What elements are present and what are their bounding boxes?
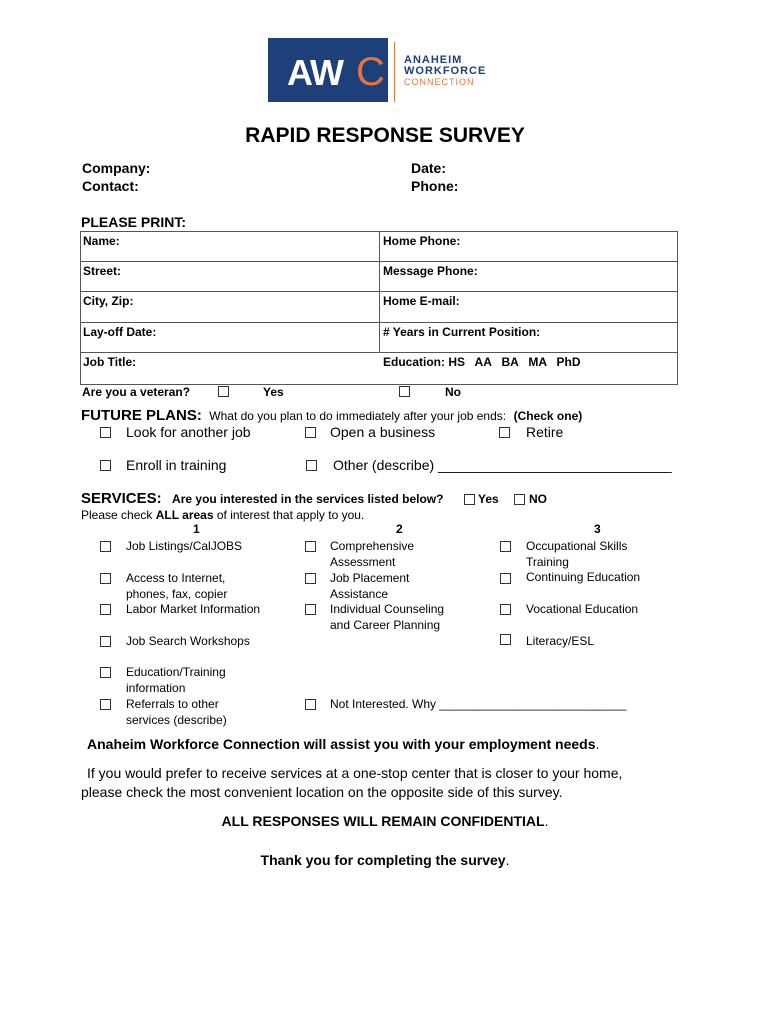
svc-literacy-checkbox[interactable]	[500, 634, 511, 645]
veteran-question: Are you a veteran?	[82, 385, 191, 399]
services-heading-row	[81, 490, 443, 508]
svc-education-checkbox[interactable]	[100, 667, 111, 678]
name-field[interactable]: Name:	[83, 234, 120, 248]
city-zip-field[interactable]: City, Zip:	[83, 294, 134, 308]
services-heading: SERVICES:	[81, 490, 162, 507]
plan-retire-checkbox[interactable]	[499, 427, 510, 438]
svc-internet-checkbox[interactable]	[100, 573, 111, 584]
svc-education-line2: information	[126, 680, 186, 695]
svc-not-interested-checkbox[interactable]	[305, 699, 316, 710]
column-header-3: 3	[594, 522, 601, 536]
logo-line-workforce: WORKFORCE	[404, 65, 487, 77]
years-position-field[interactable]: # Years in Current Position:	[383, 325, 541, 339]
svc-job-placement-checkbox[interactable]	[305, 573, 316, 584]
contact-info-table	[80, 231, 678, 385]
logo-line-connection: CONNECTION	[404, 77, 475, 87]
services-yes-label: Yes	[478, 492, 499, 506]
phone-label: Phone:	[411, 178, 459, 194]
logo-mark-text: AW	[287, 52, 343, 93]
veteran-no-checkbox[interactable]	[399, 386, 410, 397]
plan-retire-label: Retire	[526, 424, 564, 440]
services-instruction	[81, 508, 364, 522]
svc-counseling-line2: and Career Planning	[330, 617, 441, 632]
column-header-1: 1	[193, 522, 200, 536]
services-no-checkbox[interactable]	[514, 494, 525, 505]
instruction-post: of interest that apply to you.	[213, 508, 365, 522]
date-label: Date:	[411, 160, 447, 176]
thanks-period: .	[505, 852, 510, 868]
svc-counseling-line1: Individual Counseling	[330, 602, 445, 616]
svc-job-listings-label: Job Listings/CalJOBS	[126, 539, 243, 553]
svc-continuing-ed-line: Continuing Education	[526, 570, 641, 584]
plan-another-job-label: Look for another job	[126, 424, 251, 440]
svc-referrals-line1: Referrals to other	[126, 697, 219, 711]
svc-vocational-checkbox[interactable]	[500, 604, 511, 615]
svc-referrals-line2: services (describe)	[126, 712, 227, 727]
prefer-statement	[81, 764, 622, 802]
svc-referrals-checkbox[interactable]	[100, 699, 111, 710]
thanks-text: Thank you for completing the survey	[260, 852, 506, 868]
svc-assessment-label	[330, 539, 414, 570]
instruction-pre: Please check	[81, 508, 156, 522]
please-print-label: PLEASE PRINT:	[81, 214, 187, 230]
confidential-text: ALL RESPONSES WILL REMAIN CONFIDENTIAL	[221, 813, 545, 829]
svc-lmi-checkbox[interactable]	[100, 604, 111, 615]
assist-period: .	[595, 736, 600, 752]
instruction-bold: ALL areas	[155, 508, 214, 522]
svc-referrals-label	[126, 697, 227, 728]
logo-divider	[394, 42, 395, 102]
svc-job-placement-line2: Assistance	[330, 586, 389, 601]
plan-other-checkbox[interactable]	[306, 460, 317, 471]
svc-job-placement-label	[330, 571, 409, 602]
svc-counseling-label	[330, 602, 444, 633]
assist-statement	[87, 736, 599, 752]
svc-occupational-checkbox[interactable]	[500, 541, 511, 552]
svc-continuing-ed-checkbox[interactable]	[500, 573, 511, 584]
thanks-statement	[0, 852, 770, 868]
job-title-field[interactable]: Job Title:	[83, 355, 137, 369]
svc-lmi-label: Labor Market Information	[126, 602, 261, 616]
confidential-statement	[0, 813, 770, 829]
services-question: Are you interested in the services listed below?	[172, 492, 444, 506]
veteran-yes-checkbox[interactable]	[218, 386, 229, 397]
svc-assessment-line2: Assessment	[330, 554, 396, 569]
contact-label: Contact:	[82, 178, 139, 194]
plan-other-label[interactable]: Other (describe) ______________________________	[333, 457, 672, 473]
education-field[interactable]: Education: HS AA BA MA PhD	[383, 355, 581, 369]
svc-occupational-line2: Training	[526, 554, 569, 569]
svc-education-label	[126, 665, 226, 696]
logo-line-anaheim: ANAHEIM	[404, 54, 463, 66]
svc-internet-line1: Access to Internet,	[126, 571, 226, 585]
svc-literacy-label: Literacy/ESL	[526, 634, 595, 648]
column-header-2: 2	[396, 522, 403, 536]
page-title: RAPID RESPONSE SURVEY	[245, 124, 525, 147]
street-field[interactable]: Street:	[83, 264, 122, 278]
company-label: Company:	[82, 160, 151, 176]
future-plans-prompt: What do you plan to do immediately after your job ends:	[209, 409, 507, 423]
svc-education-line1: Education/Training	[126, 665, 226, 679]
home-email-field[interactable]: Home E-mail:	[383, 294, 460, 308]
veteran-yes-label: Yes	[263, 385, 284, 399]
prefer-line1: If you would prefer to receive services at a one-stop center that is closer to your home,	[87, 765, 623, 781]
svc-assessment-line1: Comprehensive	[330, 539, 415, 553]
svc-assessment-checkbox[interactable]	[305, 541, 316, 552]
services-no-label: NO	[529, 492, 547, 506]
plan-business-label: Open a business	[330, 424, 436, 440]
prefer-line2: please check the most convenient location on the opposite side of this survey.	[81, 784, 563, 800]
plan-training-checkbox[interactable]	[100, 460, 111, 471]
svc-vocational-label: Vocational Education	[526, 602, 639, 616]
svc-occupational-line1: Occupational Skills	[526, 539, 628, 553]
logo-mark-c: C	[356, 50, 385, 94]
assist-text: Anaheim Workforce Connection will assist you with your employment needs	[87, 736, 596, 752]
confidential-period: .	[544, 813, 549, 829]
svc-workshops-checkbox[interactable]	[100, 636, 111, 647]
veteran-no-label: No	[445, 385, 461, 399]
svc-job-listings-checkbox[interactable]	[100, 541, 111, 552]
message-phone-field[interactable]: Message Phone:	[383, 264, 478, 278]
svc-occupational-label	[526, 539, 640, 586]
svc-internet-line2: phones, fax, copier	[126, 586, 228, 601]
plan-business-checkbox[interactable]	[305, 427, 316, 438]
table-column-divider	[379, 232, 380, 353]
services-yes-checkbox[interactable]	[464, 494, 475, 505]
future-plans-heading-row	[81, 407, 582, 425]
svc-internet-label	[126, 571, 227, 602]
layoff-date-field[interactable]: Lay-off Date:	[83, 325, 157, 339]
future-plans-check-one: (Check one)	[513, 409, 583, 423]
home-phone-field[interactable]: Home Phone:	[383, 234, 461, 248]
svc-counseling-checkbox[interactable]	[305, 604, 316, 615]
future-plans-heading: FUTURE PLANS:	[81, 407, 202, 424]
plan-training-label: Enroll in training	[126, 457, 227, 473]
svc-workshops-label: Job Search Workshops	[126, 634, 250, 648]
svc-not-interested-label[interactable]: Not Interested. Why ____________________________	[330, 697, 627, 711]
svc-job-placement-line1: Job Placement	[330, 571, 410, 585]
plan-another-job-checkbox[interactable]	[100, 427, 111, 438]
